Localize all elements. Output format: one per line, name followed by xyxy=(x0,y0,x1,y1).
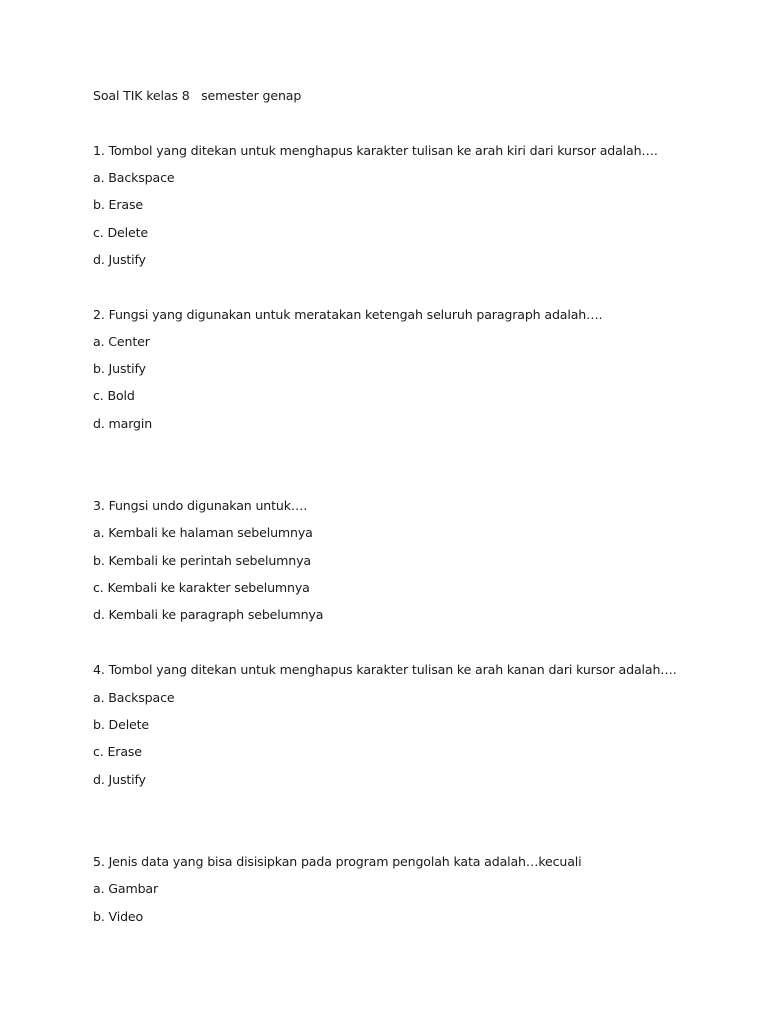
question-2-option-d: d. margin xyxy=(93,416,153,431)
question-3-option-b: b. Kembali ke perintah sebelumnya xyxy=(93,553,311,568)
question-1-option-b: b. Erase xyxy=(93,197,143,212)
question-1-option-c: c. Delete xyxy=(93,225,148,240)
question-1-text: 1. Tombol yang ditekan untuk menghapus karakter tulisan ke arah kiri dari kursor adalah…. xyxy=(93,143,658,158)
question-4-option-c: c. Erase xyxy=(93,744,142,759)
question-5-text: 5. Jenis data yang bisa disisipkan pada program pengolah kata adalah…kecuali xyxy=(93,854,582,869)
question-4-option-d: d. Justify xyxy=(93,772,146,787)
question-2-option-a: a. Center xyxy=(93,334,150,349)
question-3-text: 3. Fungsi undo digunakan untuk…. xyxy=(93,498,308,513)
question-4-option-a: a. Backspace xyxy=(93,690,175,705)
question-3-option-a: a. Kembali ke halaman sebelumnya xyxy=(93,525,313,540)
question-2-text: 2. Fungsi yang digunakan untuk meratakan ketengah seluruh paragraph adalah…. xyxy=(93,307,603,322)
question-5-option-b: b. Video xyxy=(93,909,144,924)
question-1-option-a: a. Backspace xyxy=(93,170,175,185)
question-4-option-b: b. Delete xyxy=(93,717,150,732)
question-5-option-a: a. Gambar xyxy=(93,881,159,896)
document-title: Soal TIK kelas 8 semester genap xyxy=(93,88,302,103)
question-3-option-c: c. Kembali ke karakter sebelumnya xyxy=(93,580,310,595)
question-4-text: 4. Tombol yang ditekan untuk menghapus karakter tulisan ke arah kanan dari kursor adalah…. xyxy=(93,662,677,677)
question-1-option-d: d. Justify xyxy=(93,252,146,267)
question-3-option-d: d. Kembali ke paragraph sebelumnya xyxy=(93,607,324,622)
question-2-option-c: c. Bold xyxy=(93,388,135,403)
question-2-option-b: b. Justify xyxy=(93,361,146,376)
